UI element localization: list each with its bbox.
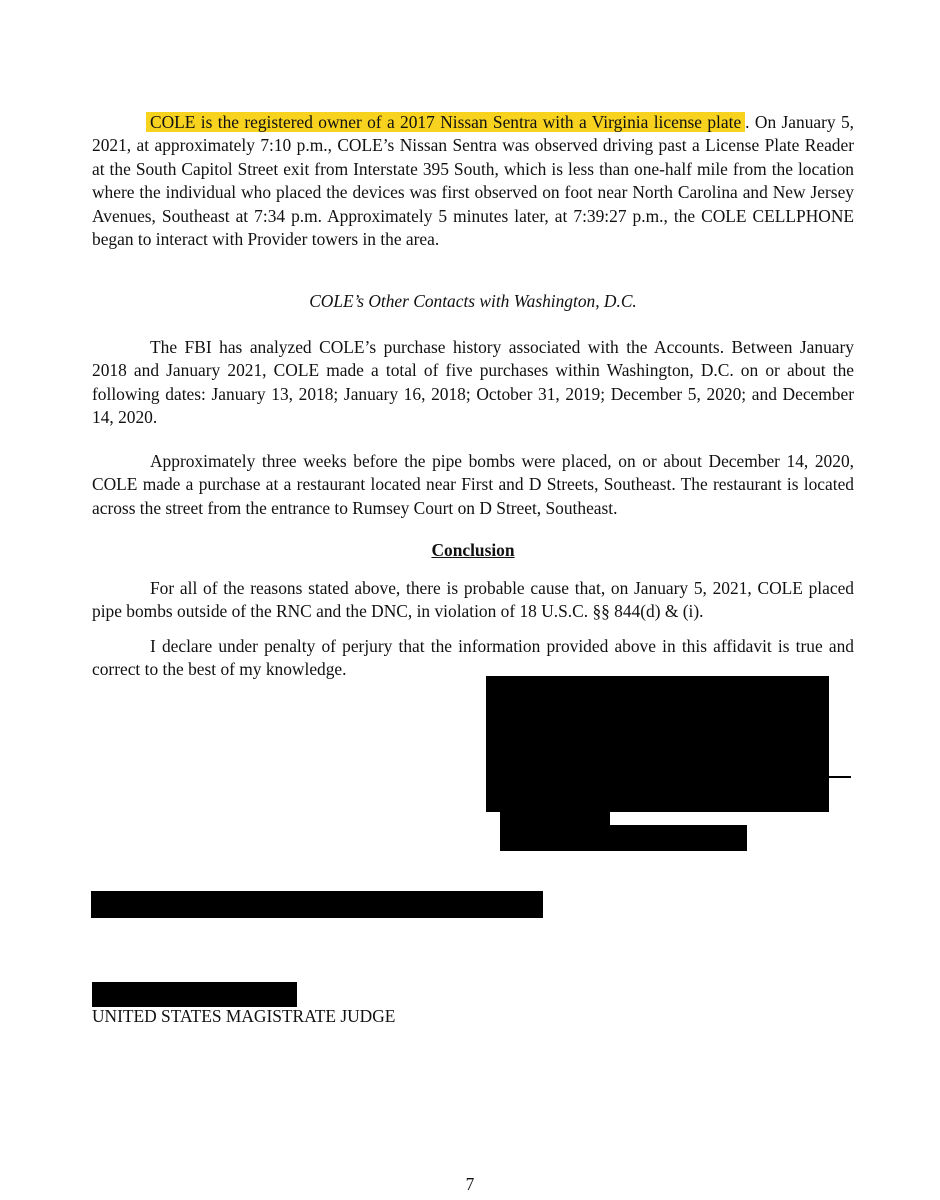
redaction-judge-signature <box>92 982 297 1007</box>
judge-title: UNITED STATES MAGISTRATE JUDGE <box>92 1006 396 1026</box>
conclusion-heading: Conclusion <box>431 540 515 560</box>
highlighted-text: COLE is the registered owner of a 2017 Nissan Sentra with a Virginia license plate <box>146 112 745 132</box>
paragraph-purchase-history: The FBI has analyzed COLE’s purchase history associated with the Accounts. Between January 2018 and January 2021, COLE made a total of five purchases within Washington, D.C. on or about the following dates: January 13, 2018; January 16, 2018; October 31, 2019; December 5, 2020; and December 14, 2020. <box>92 337 854 428</box>
signature-line <box>829 776 851 778</box>
paragraph-text: . On January 5, 2021, at approximately 7:10 p.m., COLE’s Nissan Sentra was observed driving past a License Plate Reader at the South Capitol Street exit from Interstate 395 South, which is less than one-half mile from the location where the individual who placed the devices was first observed on foot near North Carolina and New Jersey Avenues, Southeast at 7:34 p.m. Approximately 5 minutes later, at 7:39:27 p.m., the COLE CELLPHONE began to interact with Provider towers in the area. <box>92 112 855 250</box>
paragraph-conclusion: For all of the reasons stated above, there is probable cause that, on January 5, 2021, COLE placed pipe bombs outside of the RNC and the DNC, in violation of 18 U.S.C. §§ 844(d) & (i). <box>92 578 854 622</box>
redaction-affiant-name-top <box>500 812 610 826</box>
page-number: 7 <box>465 1174 475 1194</box>
paragraph-restaurant: Approximately three weeks before the pipe bombs were placed, on or about December 14, 2020, COLE made a purchase at a restaurant located near First and D Streets, Southeast. The restaurant is located across the street from the entrance to Rumsey Court on D Street, Southeast. <box>92 451 854 518</box>
paragraph-license-plate <box>92 111 854 251</box>
redaction-sworn-statement <box>91 891 543 918</box>
redaction-affiant-signature <box>486 676 829 812</box>
paragraph-declaration: I declare under penalty of perjury that the information provided above in this affidavit is true and correct to the best of my knowledge. <box>92 636 854 680</box>
redaction-affiant-name <box>500 825 747 851</box>
section-subheading: COLE’s Other Contacts with Washington, D.C. <box>309 291 637 311</box>
